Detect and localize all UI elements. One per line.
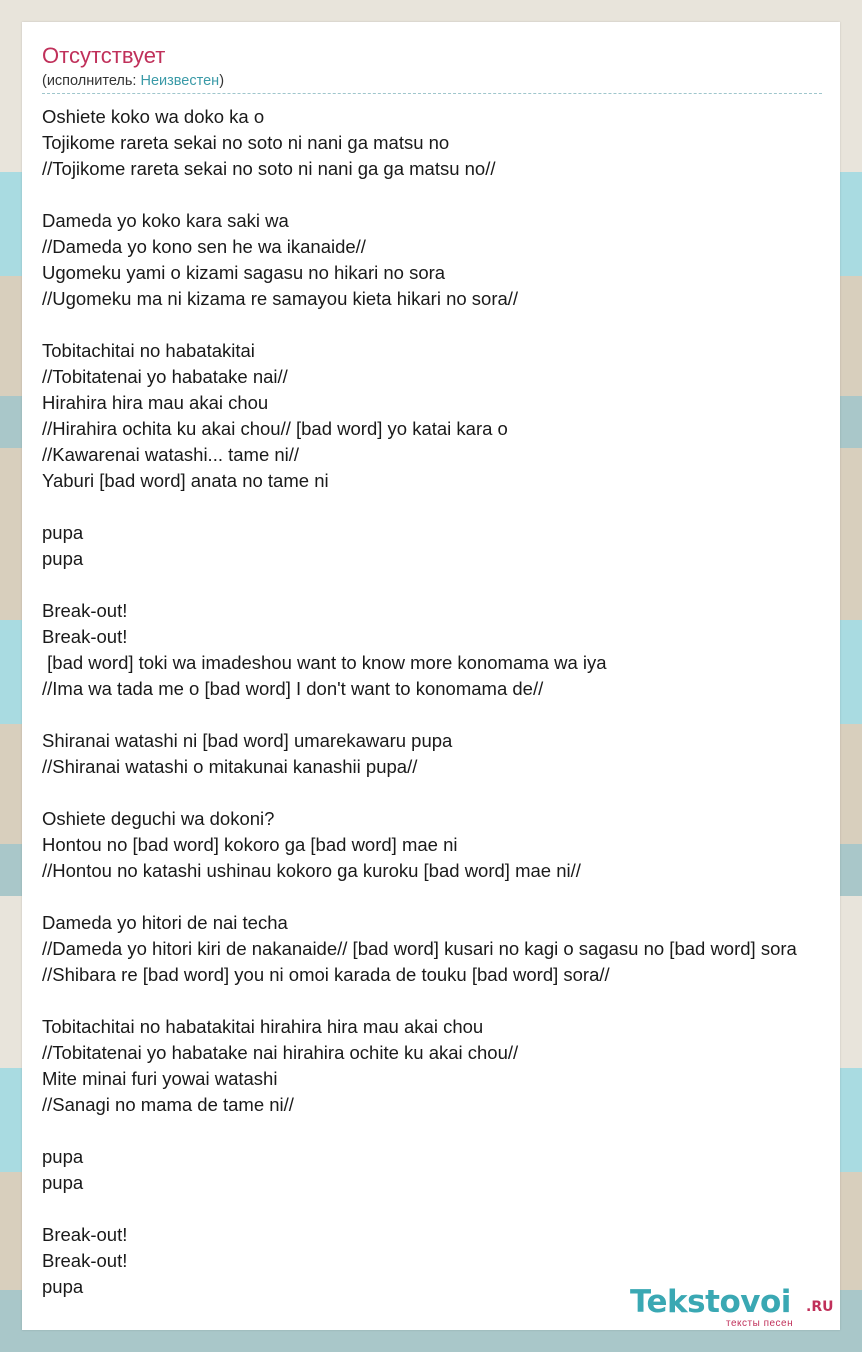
artist-suffix: ) <box>219 73 225 89</box>
lyric-line: Hirahira hira mau akai chou <box>42 392 269 413</box>
lyric-line: pupa <box>42 1276 84 1297</box>
logo-tld: .RU <box>806 1299 834 1315</box>
lyric-line: Break-out! <box>42 1224 128 1245</box>
lyric-line: Tojikome rareta sekai no soto ni nani ga matsu no <box>42 132 450 153</box>
lyric-line <box>42 988 862 1014</box>
lyric-line: Mite minai furi yowai watashi <box>42 1068 278 1089</box>
lyric-line: Yaburi [bad word] anata no tame ni <box>42 470 329 491</box>
lyric-line: //Tobitatenai yo habatake nai hirahira ochite ku akai chou// <box>42 1042 519 1063</box>
lyric-line: //Sanagi no mama de tame ni// <box>42 1094 294 1115</box>
lyric-line: //Ima wa tada me o [bad word] I don't want to konomama de// <box>42 678 544 699</box>
lyric-line <box>42 884 862 910</box>
lyric-line: //Dameda yo kono sen he wa ikanaide// <box>42 236 366 257</box>
lyric-line: Break-out! <box>42 600 128 621</box>
lyric-line: [bad word] toki wa imadeshou want to know more konomama wa iya <box>42 652 607 673</box>
lyric-line: //Kawarenai watashi... tame ni// <box>42 444 300 465</box>
artist-line <box>42 73 224 89</box>
artist-prefix: (исполнитель: <box>42 73 141 89</box>
lyric-line <box>42 1196 862 1222</box>
lyric-line: //Dameda yo hitori kiri de nakanaide// [bad word] kusari no kagi o sagasu no [bad word] sora <box>42 938 797 959</box>
lyric-line: Dameda yo hitori de nai techa <box>42 912 288 933</box>
lyric-line: Oshiete deguchi wa dokoni? <box>42 808 275 829</box>
lyric-line: Break-out! <box>42 626 128 647</box>
lyric-line: //Tobitatenai yo habatake nai// <box>42 366 288 387</box>
lyrics-card <box>22 22 840 1330</box>
lyric-line: //Ugomeku ma ni kizama re samayou kieta hikari no sora// <box>42 288 519 309</box>
lyric-line <box>42 312 862 338</box>
lyric-line <box>42 1118 862 1144</box>
logo-tagline: тексты песен <box>726 1318 794 1329</box>
lyric-line <box>42 780 862 806</box>
lyric-line: //Hirahira ochita ku akai chou// [bad word] yo katai kara o <box>42 418 508 439</box>
lyric-line <box>42 182 862 208</box>
lyric-line: Shiranai watashi ni [bad word] umarekawaru pupa <box>42 730 453 751</box>
lyric-line: pupa <box>42 522 84 543</box>
lyric-line: pupa <box>42 548 84 569</box>
site-logo[interactable] <box>630 1284 840 1328</box>
lyric-line <box>42 494 862 520</box>
lyric-line: pupa <box>42 1146 84 1167</box>
lyric-line: //Hontou no katashi ushinau kokoro ga kuroku [bad word] mae ni// <box>42 860 581 881</box>
lyric-line <box>42 702 862 728</box>
lyrics-text <box>42 104 862 1300</box>
artist-link[interactable]: Неизвестен <box>140 73 220 89</box>
lyric-line: //Shiranai watashi o mitakunai kanashii pupa// <box>42 756 418 777</box>
lyric-line: //Shibara re [bad word] you ni omoi karada de touku [bad word] sora// <box>42 964 610 985</box>
lyric-line: Tobitachitai no habatakitai <box>42 340 255 361</box>
lyric-line: pupa <box>42 1172 84 1193</box>
lyric-line <box>42 572 862 598</box>
lyric-line: Break-out! <box>42 1250 128 1271</box>
title-divider <box>42 93 822 94</box>
lyric-line: Ugomeku yami o kizami sagasu no hikari no sora <box>42 262 446 283</box>
lyric-line: Hontou no [bad word] kokoro ga [bad word] mae ni <box>42 834 458 855</box>
logo-name: Tekstovoi <box>630 1284 791 1320</box>
lyric-line: Oshiete koko wa doko ka o <box>42 106 265 127</box>
lyric-line: //Tojikome rareta sekai no soto ni nani ga ga matsu no// <box>42 158 496 179</box>
lyric-line: Tobitachitai no habatakitai hirahira hira mau akai chou <box>42 1016 484 1037</box>
lyric-line: Dameda yo koko kara saki wa <box>42 210 289 231</box>
song-title: Отсутствует <box>42 43 166 68</box>
